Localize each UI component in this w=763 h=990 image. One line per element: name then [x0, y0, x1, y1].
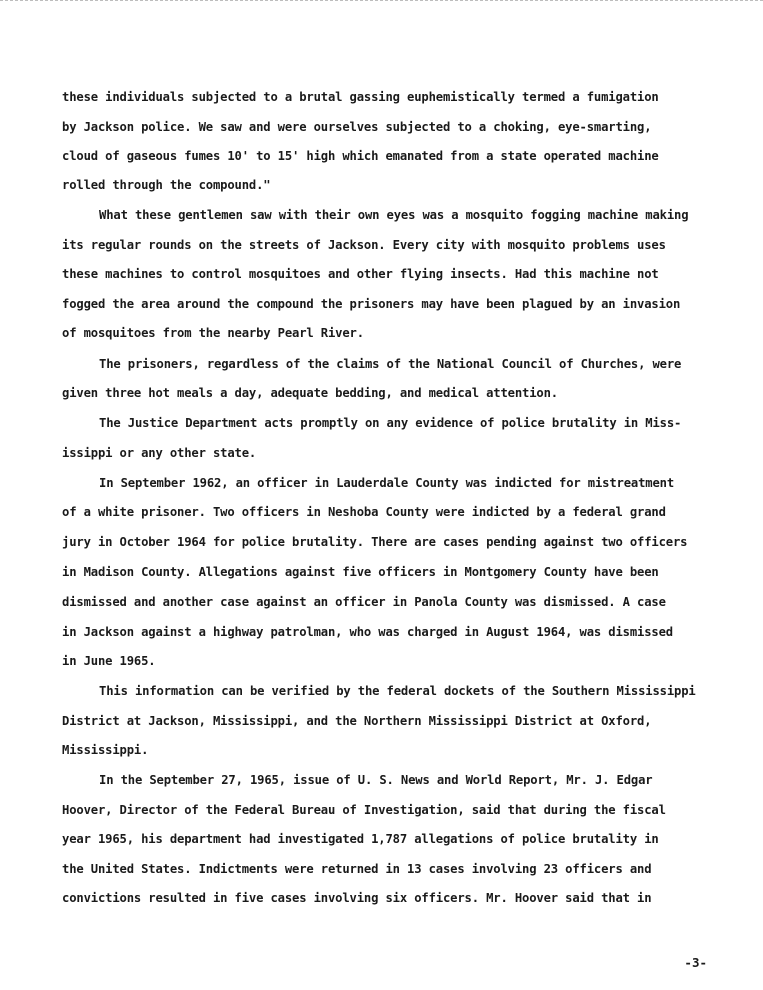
text-line-03: cloud of gaseous fumes 10' to 15' high which emanated from a state operated machine	[62, 149, 659, 163]
text-line-26: year 1965, his department had investigated 1,787 allegations of police brutality in	[62, 832, 659, 846]
page-number: -3-	[684, 955, 707, 970]
text-line-22: District at Jackson, Mississippi, and the Northern Mississippi District at Oxford,	[62, 714, 652, 728]
text-line-25: Hoover, Director of the Federal Bureau of Investigation, said that during the fiscal	[62, 803, 666, 817]
text-line-12: The Justice Department acts promptly on any evidence of police brutality in Miss-	[99, 416, 682, 430]
text-line-28: convictions resulted in five cases involving six officers. Mr. Hoover said that in	[62, 891, 652, 905]
text-line-23: Mississippi.	[62, 743, 149, 757]
text-line-13: issippi or any other state.	[62, 446, 257, 460]
text-line-08: fogged the area around the compound the prisoners may have been plagued by an invasion	[62, 297, 681, 311]
text-line-20: in June 1965.	[62, 654, 156, 668]
text-line-05: What these gentlemen saw with their own eyes was a mosquito fogging machine making	[99, 208, 689, 222]
text-line-19: in Jackson against a highway patrolman, who was charged in August 1964, was dismissed	[62, 625, 673, 639]
text-line-15: of a white prisoner. Two officers in Neshoba County were indicted by a federal grand	[62, 505, 666, 519]
text-line-04: rolled through the compound."	[62, 178, 271, 192]
text-line-24: In the September 27, 1965, issue of U. S. News and World Report, Mr. J. Edgar	[99, 773, 653, 787]
text-line-18: dismissed and another case against an officer in Panola County was dismissed. A case	[62, 595, 666, 609]
text-line-16: jury in October 1964 for police brutality. There are cases pending against two officers	[62, 535, 688, 549]
text-line-14: In September 1962, an officer in Lauderdale County was indicted for mistreatment	[99, 476, 674, 490]
text-line-01: these individuals subjected to a brutal gassing euphemistically termed a fumigation	[62, 90, 659, 104]
text-line-02: by Jackson police. We saw and were ourselves subjected to a choking, eye-smarting,	[62, 120, 652, 134]
text-line-21: This information can be verified by the federal dockets of the Southern Mississippi	[99, 684, 696, 698]
text-line-06: its regular rounds on the streets of Jackson. Every city with mosquito problems uses	[62, 238, 666, 252]
text-line-27: the United States. Indictments were returned in 13 cases involving 23 officers and	[62, 862, 652, 876]
text-line-10: The prisoners, regardless of the claims of the National Council of Churches, were	[99, 357, 682, 371]
text-line-09: of mosquitoes from the nearby Pearl River.	[62, 326, 364, 340]
text-line-11: given three hot meals a day, adequate bedding, and medical attention.	[62, 386, 558, 400]
text-line-07: these machines to control mosquitoes and other flying insects. Had this machine not	[62, 267, 659, 281]
text-line-17: in Madison County. Allegations against five officers in Montgomery County have been	[62, 565, 659, 579]
